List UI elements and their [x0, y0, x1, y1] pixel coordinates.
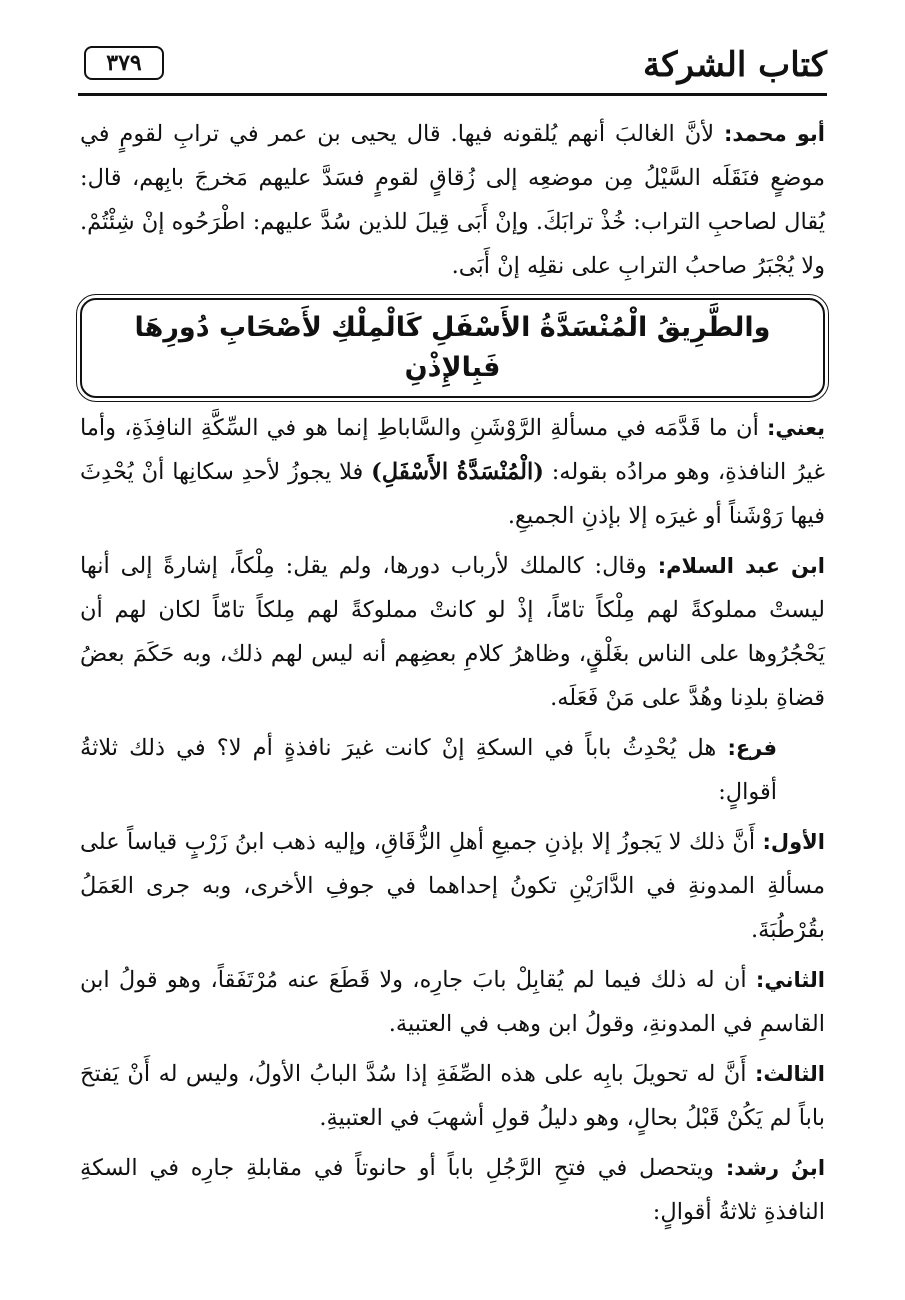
paragraph-text: هل يُحْدِثُ باباً في السكةِ إنْ كانت غيرَ نافذةٍ أم لا؟ في ذلك ثلاثةُ أقوالٍ:	[80, 735, 777, 805]
paragraph-ibn-abd-alsalam	[80, 544, 825, 720]
speaker-label: ابن عبد السلام:	[657, 554, 825, 578]
speaker-label: الأول:	[762, 830, 825, 854]
chapter-title: كتاب الشركة	[643, 45, 827, 85]
speaker-label: الثاني:	[755, 968, 825, 992]
paragraph-text: أَنَّ له تحويلَ بابِه على هذه الصِّفَةِ إذا سُدَّ البابُ الأولُ، وليس له أَنْ يَفتحَ باباً لم يَكُنْ قَبْلُ بحالٍ، وهو دليلُ قولِ أشهبَ في العتبيةِ.	[80, 1061, 825, 1131]
paragraph-text: أن له ذلك فيما لم يُقابِلْ بابَ جارِه، ولا قَطَعَ عنه مُرْتَفَقاً، وهو قولُ ابن القاسمِ في المدونةِ، وقولُ ابن وهب في العتبية.	[80, 967, 825, 1037]
page-number-box: ٣٧٩	[84, 46, 164, 80]
page-header	[78, 40, 827, 90]
paragraph-text: ويتحصل في فتحِ الرَّجُلِ باباً أو حانوتاً في مقابلةِ جارِه في السكةِ النافذةِ ثلاثةُ أقوالٍ:	[80, 1155, 825, 1225]
header-rule	[78, 93, 827, 96]
paragraph-second-opinion	[80, 958, 825, 1046]
speaker-label: ابنُ رشد:	[725, 1156, 826, 1180]
paragraph-ibn-rushd	[80, 1146, 825, 1234]
matn-box: والطَّرِيقُ الْمُنْسَدَّةُ الأَسْفَلِ كَالْمِلْكِ لأَصْحَابِ دُورِهَا فَبِالإِذْنِ	[80, 298, 825, 398]
speaker-label: فرع:	[727, 736, 777, 760]
paragraph-text: أن ما قَدَّمَه في مسألةِ الرَّوْشَنِ والسَّاباطِ إنما هو في السِّكَّةِ النافِذَةِ، وأما غيرُ النافذةِ، وهو مرادُه بقوله:	[80, 415, 825, 485]
paragraph-text: فلا يجوزُ لأحدِ سكانِها أنْ يُحْدِثَ فيها رَوْشَناً أو غيرَه إلا بإذنِ الجميعِ.	[80, 459, 825, 529]
matn-quote: (الْمُنْسَدَّةُ الأَسْفَلِ)	[371, 459, 544, 485]
paragraph-first-opinion	[80, 820, 825, 952]
paragraph-far	[80, 726, 825, 814]
paragraph-yani	[80, 406, 825, 538]
page-body	[80, 112, 825, 1234]
speaker-label: أبو محمد:	[723, 122, 825, 146]
paragraph-text: أَنَّ ذلك لا يَجوزُ إلا بإذنِ جميعِ أهلِ الزُّقَاقِ، وإليه ذهب ابنُ زَرْبٍ قياساً على مسألةِ المدونةِ في الدَّارَيْنِ تكونُ إحداهما في جوفِ الأخرى، وبه جرى العَمَلُ بقُرْطُبَةَ.	[80, 829, 825, 943]
paragraph-third-opinion	[80, 1052, 825, 1140]
speaker-label: الثالث:	[754, 1062, 825, 1086]
paragraph-abu-muhammad	[80, 112, 825, 288]
speaker-label: يعني:	[767, 416, 825, 440]
paragraph-text: وقال: كالملك لأرباب دورها، ولم يقل: مِلْكاً، إشارةً إلى أنها ليستْ مملوكةً لهم مِلْكاً تامّاً، إذْ لو كانتْ مملوكةً لهم مِلكاً تامّاً لكان لهم أن يَحْجُرُوها على الناس بغَلْقٍ، وظاهرُ كلامِ بعضِهم أنه ليس لهم ذلك، وبه حَكَمَ بعضُ قضاةِ بلدِنا وهُدَّ على مَنْ فَعَلَه.	[80, 553, 825, 711]
paragraph-text: لأنَّ الغالبَ أنهم يُلقونه فيها. قال يحيى بن عمر في ترابِ لقومٍ في موضعٍ فنَقَلَه السَّيْلُ مِن موضعِه إلى زُقاقٍ لقومٍ فسَدَّ عليهم مَخرجَ بابِهم، قال: يُقال لصاحبِ التراب: خُذْ ترابَكَ. وإنْ أَبَى قِيلَ للذين سُدَّ عليهم: اطْرَحُوه إنْ شِئْتُمْ. ولا يُجْبَرُ صاحبُ الترابِ على نقلِه إنْ أَبَى.	[80, 121, 825, 279]
